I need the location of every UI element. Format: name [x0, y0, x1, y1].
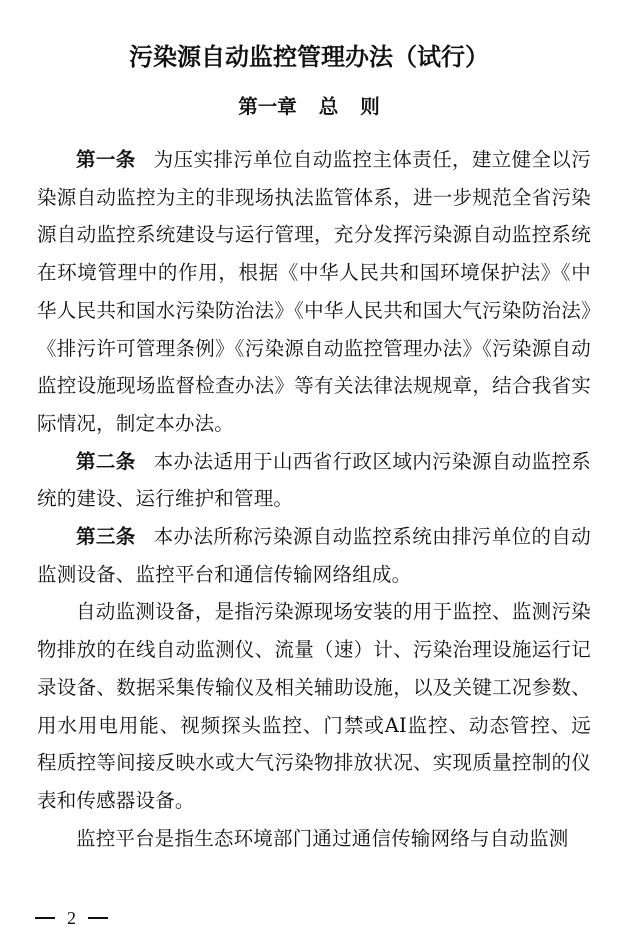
- document-title: 污染源自动监控管理办法（试行）: [129, 42, 489, 71]
- article-label: 第三条: [76, 525, 136, 549]
- article-label: 第二条: [76, 449, 136, 473]
- body-paragraph: [37, 593, 591, 819]
- body-paragraph: [37, 820, 591, 858]
- chapter-label: 第一章: [238, 95, 297, 118]
- page-number: 2: [67, 908, 76, 928]
- paragraph-text: 监控平台是指生态环境部门通过通信传输网络与自动监测: [76, 826, 569, 850]
- article-text: 本办法适用于山西省行政区域内污染源自动监控系统的建设、运行维护和管理。: [37, 449, 591, 511]
- footer-dash-left: [35, 917, 55, 918]
- article-label: 第一条: [76, 148, 136, 171]
- paragraph-text: 自动监测设备，是指污染源现场安装的用于监控、监测污染物排放的在线自动监测仪、流量（速）计、污染治理设施运行记录设备、数据采集传输仪及相关辅助设施，以及关键工况参数、用水用电用能、视频探头监控、门禁或AI监控、动态管控、远程质控等间接反映水或大气污染物排放状况、实现质量控制的仪表和传感器设备。: [37, 600, 591, 812]
- article-text: 本办法所称污染源自动监控系统由排污单位的自动监测设备、监控平台和通信传输网络组成。: [37, 525, 591, 586]
- footer-dash-right: [88, 917, 108, 918]
- chapter-heading: [0, 92, 618, 122]
- document-body: [37, 141, 591, 857]
- chapter-name-part-1: 总: [318, 95, 339, 118]
- article-text: 为压实排污单位自动监控主体责任，建立健全以污染源自动监控为主的非现场执法监管体系，进一步规范全省污染源自动监控系统建设与运行管理，充分发挥污染源自动监控系统在环境管理中的作用，根据《中华人民共和国环境保护法》《中华人民共和国水污染防治法》《中华人民共和国大气污染防治法》《排污许可管理条例》《污染源自动监控管理办法》《污染源自动监控设施现场监督检查办法》等有关法律法规规章，结合我省实际情况，制定本办法。: [37, 148, 591, 435]
- article-paragraph: [37, 443, 591, 518]
- article-paragraph: [37, 141, 591, 443]
- chapter-name-part-2: 则: [360, 95, 380, 118]
- article-paragraph: [37, 518, 591, 593]
- page-footer: [35, 905, 108, 931]
